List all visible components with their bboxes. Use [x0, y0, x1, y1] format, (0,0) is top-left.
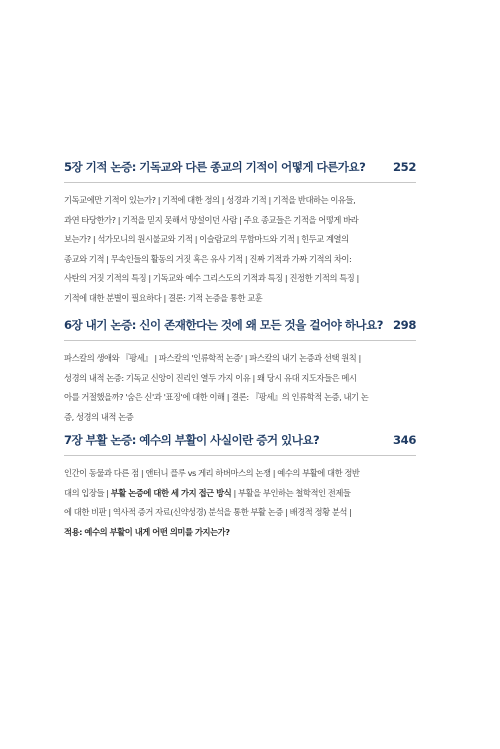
content-line: 기적에 대한 분별이 필요하다 | 결론: 기적 논증을 통한 교훈: [64, 292, 263, 303]
chapter-page-number: 252: [392, 160, 416, 174]
chapter-contents: [64, 464, 416, 542]
content-line-part: 대의 입장들 |: [64, 487, 109, 498]
content-line: 보는가? | 석가모니의 원시불교와 기적 | 이슬람교의 무함마드와 기적 | 힌두교 계열의: [64, 234, 349, 245]
content-line: 과연 타당한가? | 기적을 믿지 못해서 망설이던 사람 | 주요 종교들은 기적을 어떻게 바라: [64, 214, 359, 225]
content-line-part: 부활을 부인하는 철학적인 전제들: [238, 487, 351, 498]
bold-phrase: 부활 논증에 대한 세 가지 접근 방식: [110, 487, 232, 498]
content-line: 파스칼의 생애와 『팡세』 | 파스칼의 '인류학적 논증' | 파스칼의 내기 논증과 선택 원칙 |: [64, 353, 361, 363]
content-line: 기독교에만 기적이 있는가? | 기적에 대한 정의 | 성경과 기적 | 기적을 반대하는 이유들,: [64, 195, 356, 205]
content-line: 아를 거절했을까? '숨은 신'과 '표징'에 대한 이해 | 결론: 『팡세』의 인류학적 논증, 내기 논: [64, 392, 369, 403]
chapter-6: [64, 316, 416, 427]
chapter-heading: [64, 158, 416, 178]
toc-page: [64, 0, 416, 749]
content-line: 증, 성경의 내적 논증: [64, 411, 134, 422]
content-line: 에 대한 비판 | 역사적 증거 자료(신약성경) 분석을 통한 부활 논증 | 배경적 정황 분석 |: [64, 507, 352, 518]
content-line-bold: 적용: 예수의 부활이 내게 어떤 의미를 가지는가?: [64, 526, 230, 537]
content-line: 인간이 동물과 다른 점 | 앤터니 플루 vs 게리 하버마스의 논쟁 | 예수의 부활에 대한 정반: [64, 468, 360, 478]
chapter-contents: [64, 349, 416, 427]
divider: [64, 182, 416, 183]
chapter-heading: [64, 316, 416, 336]
content-line: 종교와 기적 | 무속인들의 활동의 거짓 혹은 유사 기적 | 진짜 기적과 가짜 기적의 차이:: [64, 253, 352, 264]
chapter-page-number: 346: [392, 433, 416, 447]
content-line: 사탄의 거짓 기적의 특징 | 기독교와 예수 그리스도의 기적과 특징 | 진정한 기적의 특징 |: [64, 273, 359, 284]
chapter-page-number: 298: [392, 318, 416, 332]
chapter-title: 7장 부활 논증: 예수의 부활이 사실이란 증거 있나요?: [64, 433, 320, 447]
content-line: 성경의 내적 논증: 기독교 신앙이 진리인 열두 가지 이유 | 왜 당시 유대 지도자들은 메시: [64, 372, 357, 383]
chapter-contents: [64, 191, 416, 309]
chapter-title: 5장 기적 논증: 기독교와 다른 종교의 기적이 어떻게 다른가요?: [64, 160, 366, 174]
content-line: 대의 입장들 | 부활 논증에 대한 세 가지 접근 방식 | 부활을 부인하는 철학적인 전제들: [64, 487, 351, 498]
divider: [64, 340, 416, 341]
chapter-heading: [64, 431, 416, 451]
chapter-5: [64, 158, 416, 309]
chapter-7: [64, 431, 416, 542]
divider: [64, 455, 416, 456]
chapter-title: 6장 내기 논증: 신이 존재한다는 것에 왜 모든 것을 걸어야 하나요?: [64, 318, 383, 332]
